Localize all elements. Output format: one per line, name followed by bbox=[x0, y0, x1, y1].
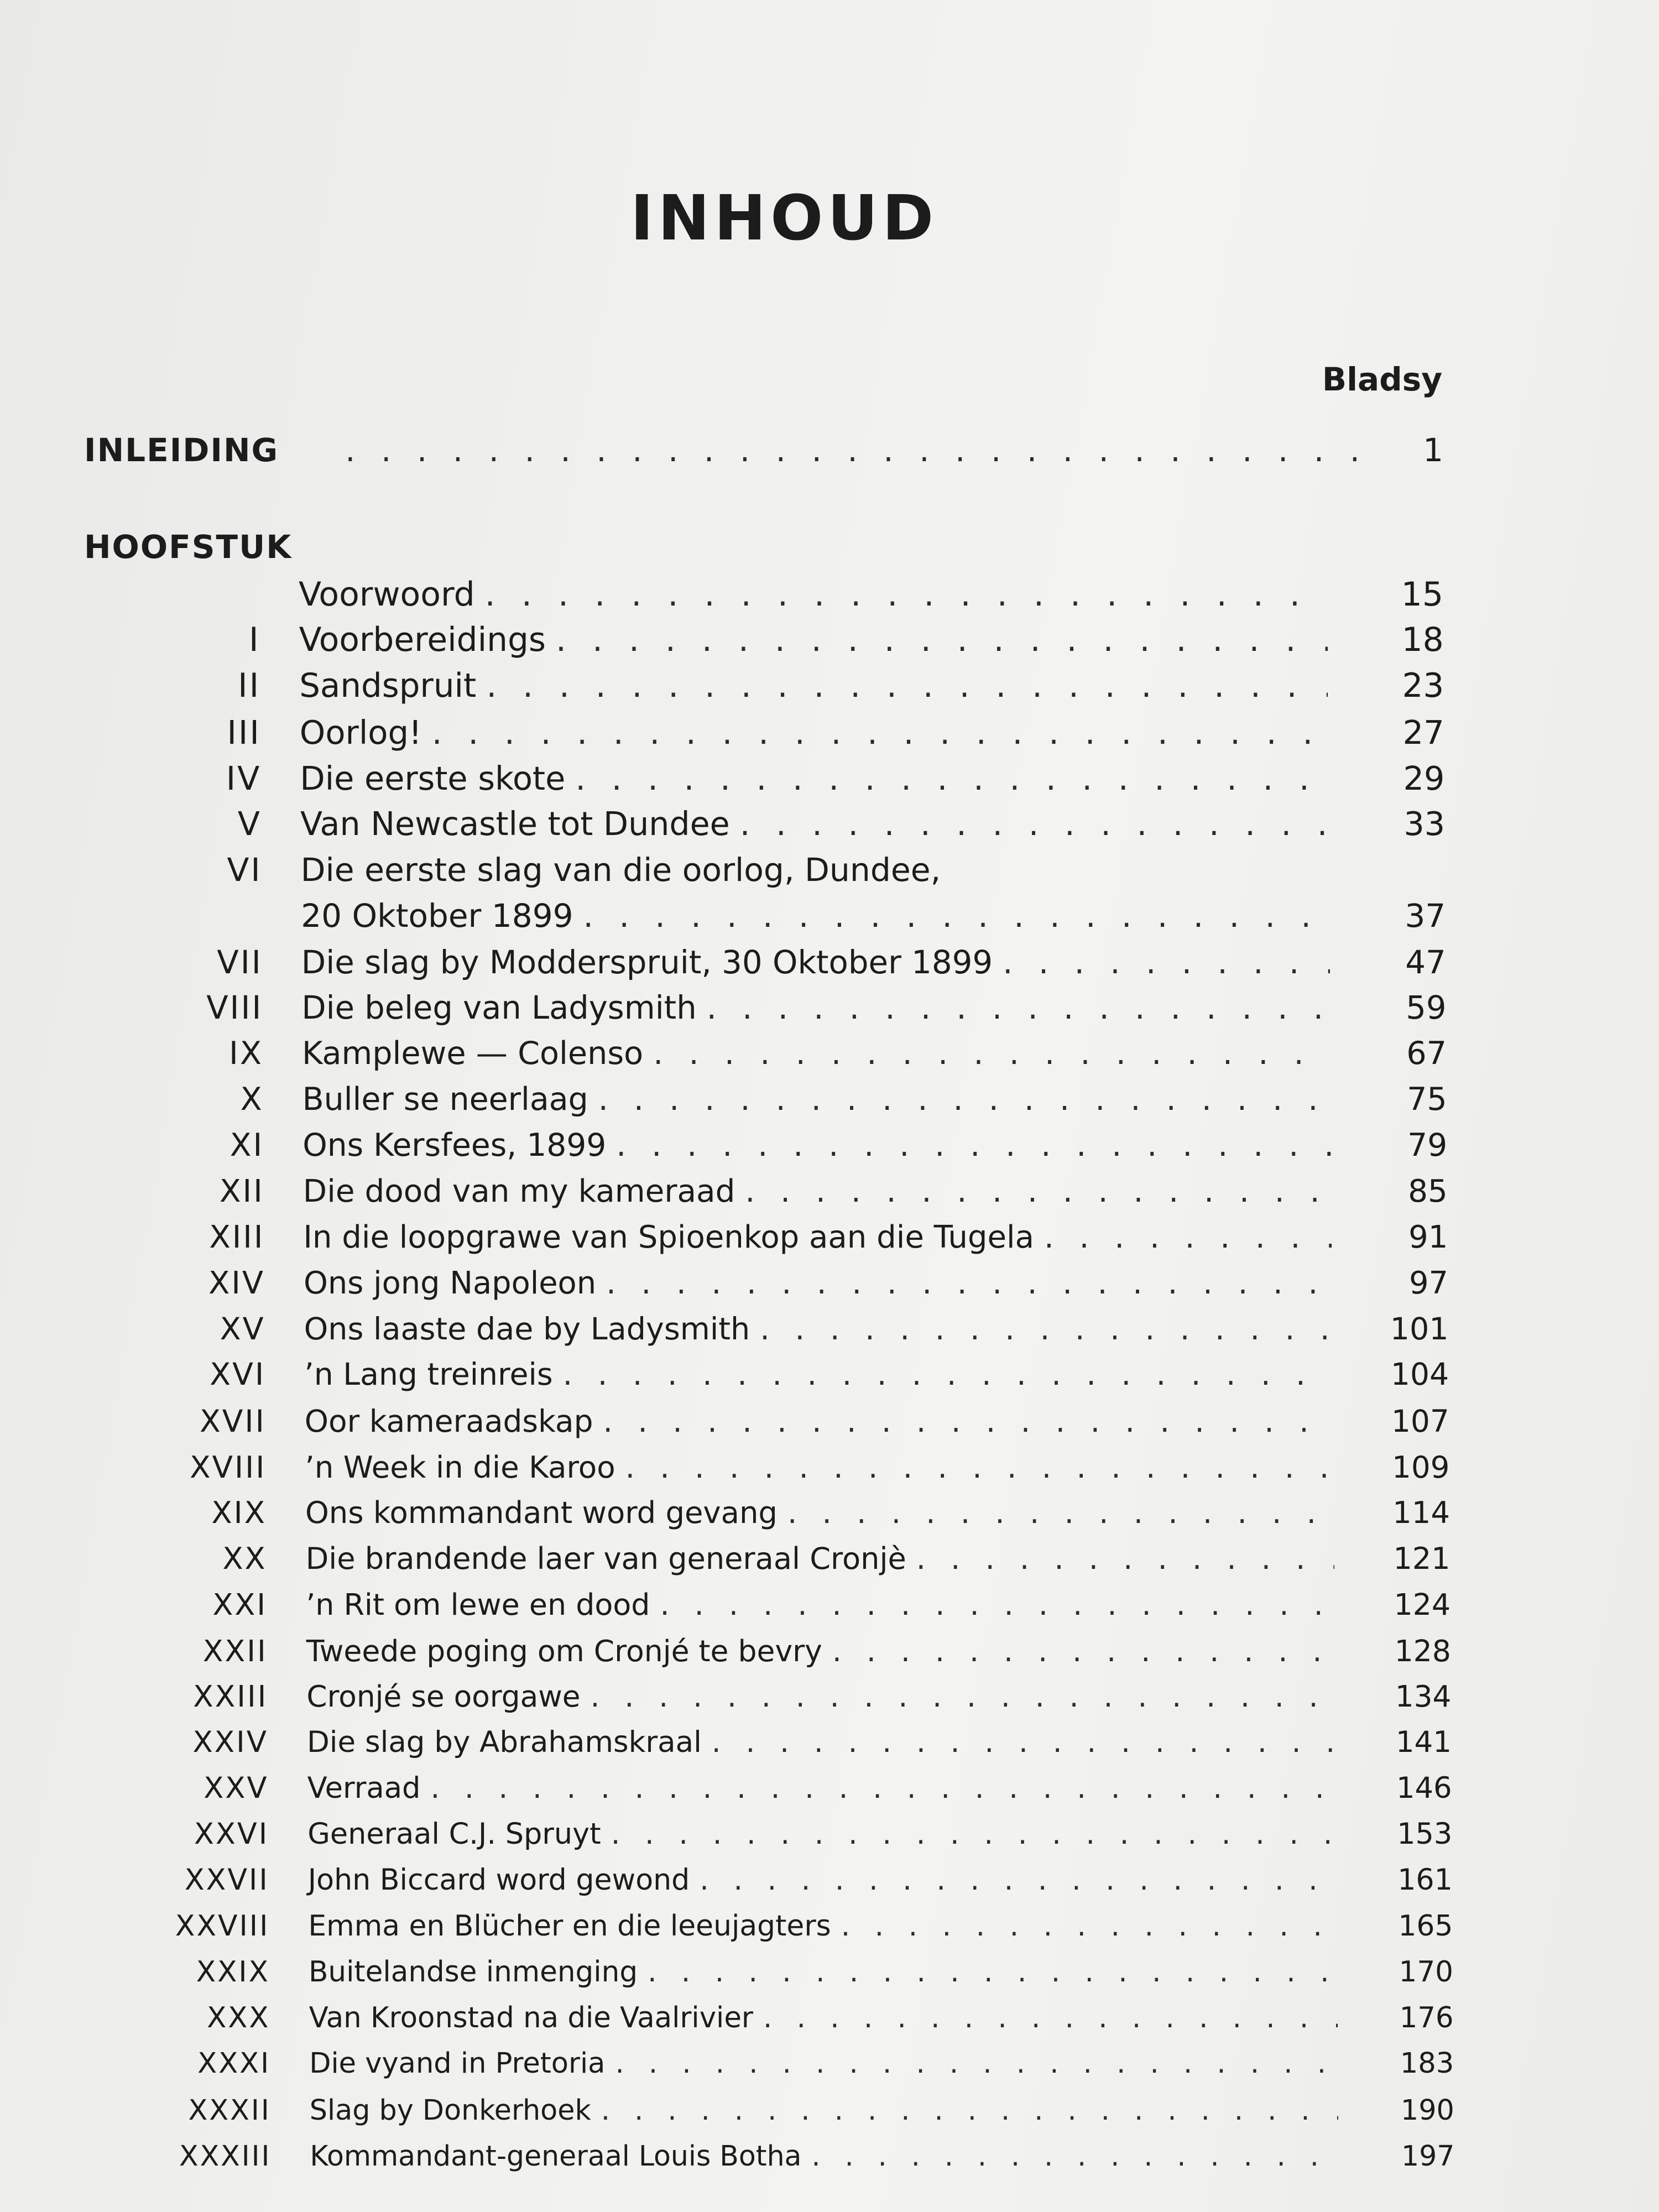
toc-row bbox=[1, 759, 1444, 806]
chapter-page: 114 bbox=[1392, 1495, 1450, 1530]
chapter-title: Slag by Donkerhoek bbox=[309, 2093, 591, 2126]
chapter-title: Van Newcastle tot Dundee bbox=[300, 805, 730, 843]
chapter-title: Kommandant-generaal Louis Botha bbox=[310, 2139, 802, 2172]
chapter-title: Ons laaste dae by Ladysmith bbox=[304, 1311, 750, 1348]
toc-row bbox=[5, 1265, 1448, 1312]
chapter-number: III bbox=[227, 713, 261, 752]
toc-row bbox=[9, 1864, 1453, 1910]
leader-dots bbox=[712, 1725, 1335, 1759]
chapter-title: Die slag by Modderspruit, 30 Oktober 1899 bbox=[301, 943, 993, 981]
chapter-page: 134 bbox=[1395, 1679, 1452, 1714]
chapter-page: 101 bbox=[1390, 1311, 1449, 1348]
toc-row bbox=[4, 1219, 1448, 1266]
chapter-number: XXXII bbox=[188, 2093, 271, 2126]
chapter-page: 37 bbox=[1405, 897, 1446, 935]
chapter-title: Kamplewe — Colenso bbox=[302, 1035, 644, 1072]
leader-dots bbox=[1044, 1219, 1332, 1255]
leader-dots bbox=[740, 805, 1329, 843]
chapter-page: 67 bbox=[1406, 1035, 1447, 1072]
chapter-title: Ons jong Napoleon bbox=[304, 1265, 597, 1301]
page-column-header: Bladsy bbox=[1322, 361, 1442, 398]
chapter-title: Ons Kersfees, 1899 bbox=[302, 1127, 607, 1164]
chapter-number: XXIII bbox=[193, 1679, 268, 1714]
toc-row bbox=[7, 1587, 1451, 1634]
leader-dots bbox=[763, 2001, 1338, 2034]
toc-row bbox=[3, 1035, 1447, 1082]
chapter-title: Generaal C.J. Spruyt bbox=[307, 1817, 601, 1851]
toc-row bbox=[9, 1817, 1452, 1864]
toc-row bbox=[3, 943, 1446, 990]
leader-dots bbox=[431, 1771, 1336, 1805]
leader-dots bbox=[916, 1541, 1334, 1576]
leader-dots bbox=[575, 759, 1328, 797]
leader-dots bbox=[745, 1173, 1331, 1209]
chapter-page: 59 bbox=[1406, 989, 1447, 1026]
chapter-title: Die vyand in Pretoria bbox=[309, 2047, 606, 2080]
toc-row bbox=[4, 1127, 1447, 1173]
chapter-page: 124 bbox=[1394, 1587, 1451, 1623]
chapter-title: Die slag by Abrahamskraal bbox=[307, 1725, 702, 1759]
chapter-page: 128 bbox=[1394, 1633, 1451, 1668]
chapter-title: Buller se neerlaag bbox=[302, 1081, 588, 1118]
chapter-number: II bbox=[238, 667, 261, 706]
chapter-page: 183 bbox=[1400, 2047, 1454, 2080]
chapter-page: 33 bbox=[1404, 805, 1445, 843]
leader-dots bbox=[603, 1404, 1333, 1439]
chapter-title: ’n Rit om lewe en dood bbox=[306, 1587, 650, 1623]
chapter-page: 153 bbox=[1397, 1817, 1453, 1851]
chapter-number: IV bbox=[226, 759, 262, 797]
chapter-page: 146 bbox=[1396, 1771, 1452, 1806]
chapter-title: In die loopgrawe van Spioenkop aan die Tugela bbox=[303, 1219, 1034, 1255]
toc-row bbox=[8, 1725, 1452, 1772]
intro-row bbox=[84, 431, 1443, 469]
leader-dots bbox=[653, 1035, 1331, 1072]
leader-dots bbox=[832, 1634, 1335, 1668]
leader-dots bbox=[601, 2094, 1338, 2126]
chapter-title: Emma en Blücher en die leeujagters bbox=[308, 1909, 831, 1943]
chapter-number: XXXIII bbox=[179, 2139, 272, 2172]
leader-dots bbox=[760, 1311, 1332, 1347]
chapter-title: Voorwoord bbox=[299, 575, 475, 614]
leader-dots bbox=[556, 621, 1328, 659]
toc-row bbox=[1, 621, 1444, 667]
chapter-title: Die dood van my kameraad bbox=[302, 1173, 735, 1209]
toc-row bbox=[1, 667, 1444, 713]
chapter-number: XXV bbox=[204, 1771, 269, 1806]
leader-dots bbox=[700, 1864, 1337, 1897]
chapter-title: Buitelandse inmenging bbox=[309, 1955, 638, 1989]
toc-row bbox=[3, 989, 1446, 1036]
chapter-page: 176 bbox=[1399, 2001, 1454, 2035]
toc-row bbox=[11, 2140, 1454, 2186]
chapter-page: 91 bbox=[1408, 1219, 1448, 1255]
leader-dots bbox=[485, 575, 1327, 614]
chapter-number: XIV bbox=[208, 1265, 265, 1301]
chapter-number: XIX bbox=[211, 1495, 267, 1530]
toc-row bbox=[11, 2094, 1454, 2140]
leader-dots bbox=[616, 1127, 1331, 1164]
chapter-number: VII bbox=[217, 943, 263, 981]
leader-dots bbox=[625, 1449, 1334, 1485]
intro-page: 1 bbox=[1423, 431, 1443, 469]
chapter-number: XVI bbox=[210, 1357, 266, 1393]
chapter-title: Die eerste skote bbox=[300, 759, 566, 797]
chapter-title: Tweede poging om Cronjé te bevry bbox=[306, 1633, 822, 1668]
chapter-title: ’n Lang treinreis bbox=[304, 1357, 553, 1393]
chapter-title: Voorbereidings bbox=[299, 621, 546, 660]
chapter-number: I bbox=[248, 621, 260, 660]
chapter-page: 75 bbox=[1407, 1081, 1447, 1118]
chapter-number: XVII bbox=[200, 1403, 266, 1439]
chapter-number: IX bbox=[228, 1035, 263, 1072]
chapter-number: VI bbox=[227, 851, 262, 889]
chapter-number: XXVIII bbox=[175, 1909, 270, 1943]
chapter-title: John Biccard word gewond bbox=[307, 1863, 690, 1897]
leader-dots bbox=[811, 2140, 1338, 2172]
chapter-page: 197 bbox=[1401, 2139, 1455, 2172]
chapter-page: 141 bbox=[1395, 1725, 1452, 1759]
leader-dots bbox=[611, 1817, 1337, 1851]
chapter-page: 104 bbox=[1390, 1357, 1449, 1393]
leader-dots bbox=[787, 1495, 1334, 1530]
chapter-page: 18 bbox=[1401, 621, 1444, 660]
toc-row bbox=[7, 1541, 1451, 1588]
leader-dots bbox=[345, 431, 1366, 469]
chapter-page: 161 bbox=[1397, 1863, 1453, 1897]
toc-row bbox=[8, 1679, 1451, 1726]
chapter-number: V bbox=[237, 805, 262, 843]
leader-dots bbox=[841, 1910, 1337, 1943]
chapter-title: Die brandende laer van generaal Cronjè bbox=[305, 1541, 906, 1577]
toc-row bbox=[4, 1081, 1447, 1128]
toc-row bbox=[2, 805, 1445, 852]
chapter-number: XXIV bbox=[192, 1725, 268, 1759]
chapter-number: X bbox=[240, 1081, 264, 1118]
chapter-number: XII bbox=[219, 1173, 264, 1209]
toc-row bbox=[6, 1449, 1449, 1496]
chapter-number: XI bbox=[229, 1127, 264, 1164]
toc-row bbox=[7, 1495, 1450, 1542]
chapter-title: Cronjé se oorgawe bbox=[306, 1679, 581, 1714]
chapter-number: XXXI bbox=[197, 2047, 271, 2080]
leader-dots bbox=[707, 989, 1331, 1026]
chapter-page: 190 bbox=[1400, 2093, 1454, 2126]
toc-row bbox=[4, 1173, 1448, 1220]
chapter-page: 97 bbox=[1409, 1265, 1448, 1301]
chapter-title: ’n Week in die Karoo bbox=[305, 1449, 615, 1485]
chapter-page: 121 bbox=[1393, 1541, 1451, 1577]
chapter-page: 85 bbox=[1408, 1173, 1448, 1209]
toc-row bbox=[2, 897, 1446, 943]
chapter-number: XX bbox=[222, 1541, 267, 1577]
chapter-page: 107 bbox=[1391, 1403, 1449, 1439]
chapter-title: Ons kommandant word gevang bbox=[305, 1495, 778, 1530]
chapter-page: 47 bbox=[1405, 943, 1446, 981]
toc-row bbox=[6, 1404, 1449, 1450]
chapter-number: XXIX bbox=[196, 1955, 270, 1989]
chapter-page: 170 bbox=[1399, 1955, 1453, 1989]
chapters-header: HOOFSTUK bbox=[84, 528, 293, 566]
chapter-title: Van Kroonstad na die Vaalrivier bbox=[309, 2001, 753, 2035]
toc-row bbox=[0, 575, 1443, 622]
toc-row bbox=[11, 2047, 1454, 2094]
chapter-number: XXVI bbox=[194, 1817, 269, 1851]
chapter-title: Die eerste slag van die oorlog, Dundee, bbox=[300, 851, 941, 889]
chapter-title: Verraad bbox=[307, 1771, 421, 1806]
chapter-page: 165 bbox=[1398, 1909, 1453, 1943]
chapter-page: 79 bbox=[1407, 1127, 1448, 1164]
chapter-number: XVIII bbox=[190, 1449, 267, 1485]
chapter-number: XV bbox=[220, 1311, 265, 1348]
chapter-page: 109 bbox=[1392, 1449, 1450, 1485]
toc-row bbox=[1, 713, 1444, 760]
leader-dots bbox=[598, 1081, 1331, 1118]
leader-dots bbox=[432, 713, 1328, 752]
chapter-number: XXII bbox=[202, 1633, 268, 1668]
chapter-number: XIII bbox=[209, 1219, 265, 1255]
chapter-page: 23 bbox=[1402, 667, 1444, 706]
toc-row bbox=[6, 1311, 1449, 1358]
toc-row bbox=[2, 851, 1446, 898]
chapter-title: Oor kameraadskap bbox=[304, 1403, 593, 1439]
chapter-page: 29 bbox=[1403, 759, 1445, 797]
leader-dots bbox=[486, 667, 1328, 705]
leader-dots bbox=[606, 1265, 1332, 1301]
toc-row bbox=[10, 1955, 1453, 2002]
leader-dots bbox=[660, 1587, 1334, 1622]
leader-dots bbox=[648, 1955, 1337, 1989]
chapter-number: XXX bbox=[207, 2001, 270, 2035]
toc-row bbox=[11, 2001, 1454, 2048]
chapter-page: 15 bbox=[1401, 575, 1443, 614]
chapter-title: Sandspruit bbox=[299, 667, 477, 706]
leader-dots bbox=[1003, 943, 1330, 981]
chapter-title: 20 Oktober 1899 bbox=[301, 897, 573, 935]
leader-dots bbox=[591, 1679, 1335, 1714]
leader-dots bbox=[563, 1357, 1333, 1392]
leader-dots bbox=[583, 897, 1330, 935]
chapter-title: Die beleg van Ladysmith bbox=[301, 989, 697, 1026]
intro-label: INLEIDING bbox=[84, 431, 279, 469]
toc-row bbox=[9, 1910, 1453, 1956]
leader-dots bbox=[615, 2047, 1338, 2080]
toc-row bbox=[8, 1634, 1451, 1680]
chapter-number: XXVII bbox=[184, 1863, 269, 1897]
toc-row bbox=[6, 1357, 1449, 1404]
chapter-number: XXI bbox=[212, 1587, 268, 1623]
page-title: INHOUD bbox=[630, 182, 938, 254]
chapter-title: Oorlog! bbox=[299, 713, 422, 752]
toc-row bbox=[9, 1771, 1452, 1818]
chapter-page: 27 bbox=[1402, 713, 1444, 752]
chapter-number: VIII bbox=[206, 989, 263, 1026]
